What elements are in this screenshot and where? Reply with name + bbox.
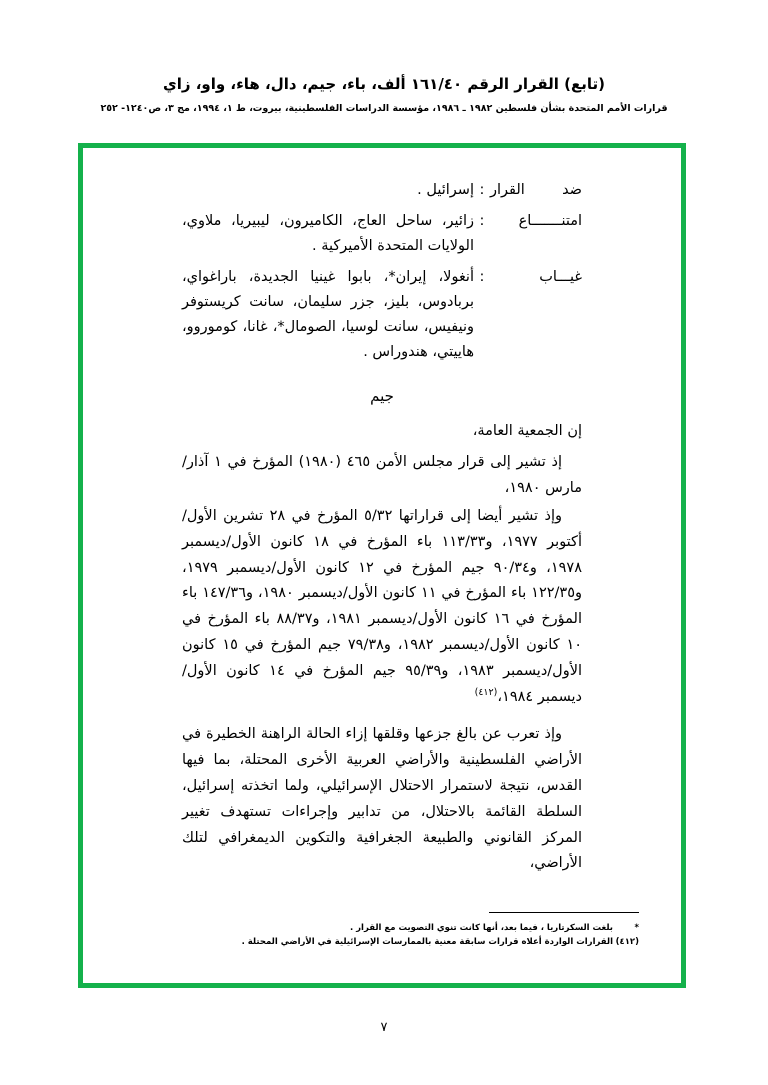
section-letter: جيم xyxy=(370,386,394,405)
paragraph-recall-resolutions xyxy=(182,504,582,710)
vote-value: إسرائيل . xyxy=(417,182,474,198)
footnote-item xyxy=(125,935,639,949)
footnote-reference-412: (٤١٢) xyxy=(474,686,498,698)
vote-value: أنغولا، إيران*، بابوا غينيا الجديدة، باراغواي، بربادوس، بليز، جزر سليمان، سانت كريستوفر ونيفيس، سانت لوسيا، الصومال*، غانا، كوموروو، هاييتي، هندوراس . xyxy=(182,268,474,360)
footnote-text: بلغت السكرتاريا ، فيما بعد، أنها كانت تنوي التصويت مع القرار . xyxy=(349,922,613,933)
footnote-text: القرارات الواردة أعلاه قرارات سابقة معنية بالممارسات الإسرائيلية في الأراضي المحتلة . xyxy=(241,936,613,947)
page-number: ٧ xyxy=(380,1020,388,1035)
content-frame-inner xyxy=(83,148,681,983)
paragraph-concern: وإذ تعرب عن بالغ جزعها وقلقها إزاء الحالة الراهنة الخطيرة في الأراضي الفلسطينية والأراضي العربية الأخرى المحتلة، بما فيها القدس، نتيجة لاستمرار الاحتلال الإسرائيلي، ولما اتخذته إسرائيل، السلطة القائمة بالاحتلال، من تدابير وإجراءات تستهدف تغيير المركز القانوني والطبيعة الجغرافية والتكوين الديمغرافي لتلك الأراضي، xyxy=(182,726,582,872)
document-header xyxy=(0,74,768,115)
vote-label: امتنـــــــاع xyxy=(518,212,582,229)
content-frame xyxy=(78,143,686,988)
paragraph-recall-465: إذ تشير إلى قرار مجلس الأمن ٤٦٥ (١٩٨٠) المؤرخ في ١ آذار/مارس ١٩٨٠، xyxy=(182,454,582,497)
vote-colon: : xyxy=(479,268,485,285)
page-title: (تابع) القرار الرقم ١٦١/٤٠ ألف، باء، جيم، دال، هاء، واو، زاي xyxy=(162,75,606,93)
vote-results-block xyxy=(182,178,582,365)
footnote-item xyxy=(125,921,639,935)
vote-row xyxy=(182,209,582,259)
source-citation: قرارات الأمم المتحدة بشأن فلسطين ١٩٨٢ ـ ١٩٨٦، مؤسسة الدراسات الفلسطينية، بيروت، ط ١، ١٩٩٤، مج ٣، ص١٢٤٠- ٢٥٢ xyxy=(100,103,668,114)
resolution-body xyxy=(182,419,582,878)
vote-colon: : xyxy=(479,212,485,229)
vote-row xyxy=(182,265,582,365)
footnote-separator xyxy=(489,912,639,913)
paragraph-recall-resolutions-text: وإذ تشير أيضا إلى قراراتها ٥/٣٢ المؤرخ في ٢٨ تشرين الأول/أكتوبر ١٩٧٧، و١١٣/٣٣ باء المؤرخ في ١٨ كانون الأول/ديسمبر ١٩٧٨، و٩٠/٣٤ جيم المؤرخ في ١٢ كانون الأول/ديسمبر ١٩٧٩، و١٢٢/٣٥ باء المؤرخ في ١١ كانون الأول/ديسمبر ١٩٨٠، و١٤٧/٣٦ باء المؤرخ في ١٦ كانون الأول/ديسمبر ١٩٨١، و٨٨/٣٧ باء المؤرخ في ١٠ كانون الأول/ديسمبر ١٩٨٢، و٧٩/٣٨ جيم المؤرخ في ١٥ كانون الأول/ديسمبر ١٩٨٣، و٩٥/٣٩ جيم المؤرخ في ١٤ كانون الأول/ديسمبر ١٩٨٤، xyxy=(182,507,583,705)
footnotes xyxy=(125,912,639,949)
vote-row xyxy=(182,178,582,203)
vote-value: زائير، ساحل العاج، الكاميرون، ليبيريا، ملاوي، الولايات المتحدة الأميركية . xyxy=(182,212,474,254)
vote-colon: : xyxy=(479,182,485,198)
footnote-marker: * xyxy=(634,922,639,933)
footnote-marker: (٤١٢) xyxy=(615,936,639,947)
vote-label: ضد القرار xyxy=(490,182,582,198)
vote-label: غيـــاب xyxy=(539,268,582,285)
paragraph-assembly: إن الجمعية العامة، xyxy=(472,422,582,439)
